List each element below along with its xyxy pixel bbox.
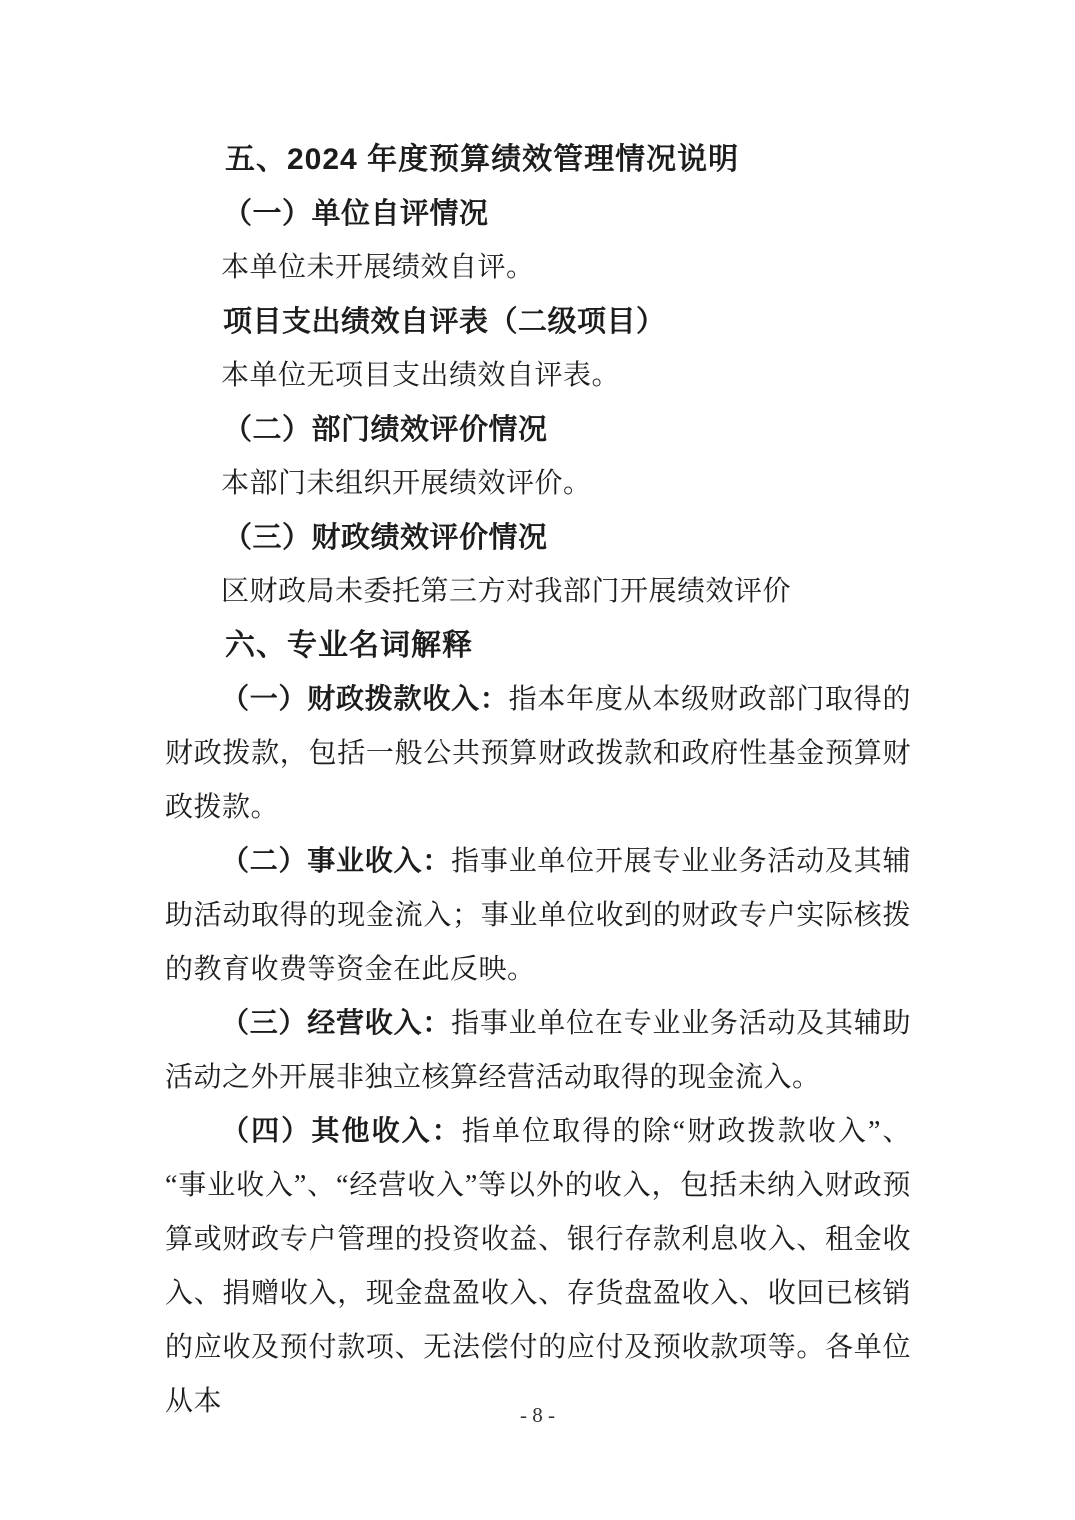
page-number: - 8 -: [520, 1403, 555, 1427]
definition-term: （一）财政拨款收入：: [221, 684, 509, 715]
section-heading-5: 五、2024 年度预算绩效管理情况说明: [225, 143, 740, 176]
definition-text: 指本年度从本级财政部门取得的财政拨款，包括一般公共预算财政拨款和政府性基金预算财政拨款。: [165, 684, 911, 823]
definition-paragraph-fiscal-appropriation-income: [165, 673, 911, 835]
subsection-heading-unit-self-evaluation: （一）单位自评情况: [223, 198, 489, 230]
definition-term: （二）事业收入：: [221, 846, 452, 877]
subsection-heading-department-evaluation: （二）部门绩效评价情况: [223, 414, 548, 446]
subsection-heading-fiscal-evaluation: （三）财政绩效评价情况: [223, 522, 548, 554]
definition-text: 指单位取得的除“财政拨款收入”、“事业收入”、“经营收入”等以外的收入，包括未纳入财政预算或财政专户管理的投资收益、银行存款利息收入、租金收入、捐赠收入，现金盘盈收入、存货盘盈收入、收回已核销的应收及预付款项、无法偿付的应付及预收款项等。各单位从本: [165, 1116, 911, 1417]
paragraph-project-expenditure-table: 本单位无项目支出绩效自评表。: [221, 360, 621, 391]
paragraph-fiscal-evaluation: 区财政局未委托第三方对我部门开展绩效评价: [221, 576, 792, 607]
paragraph-department-evaluation: 本部门未组织开展绩效评价。: [221, 468, 592, 499]
definition-paragraph-operating-income: [165, 997, 911, 1105]
definition-paragraph-other-income: [165, 1105, 911, 1429]
definition-term: （三）经营收入：: [221, 1008, 452, 1039]
section-heading-6: 六、专业名词解释: [225, 629, 473, 662]
paragraph-unit-self-evaluation: 本单位未开展绩效自评。: [221, 252, 535, 283]
definition-paragraph-institutional-income: [165, 835, 911, 997]
definition-text: 指事业单位开展专业业务活动及其辅助活动取得的现金流入；事业单位收到的财政专户实际核拨的教育收费等资金在此反映。: [165, 846, 911, 985]
document-body: [165, 133, 911, 1429]
definition-text: 指事业单位在专业业务活动及其辅助活动之外开展非独立核算经营活动取得的现金流入。: [165, 1008, 911, 1093]
subsection-heading-project-expenditure-table: 项目支出绩效自评表（二级项目）: [223, 306, 666, 338]
definition-term: （四）其他收入：: [221, 1116, 462, 1147]
